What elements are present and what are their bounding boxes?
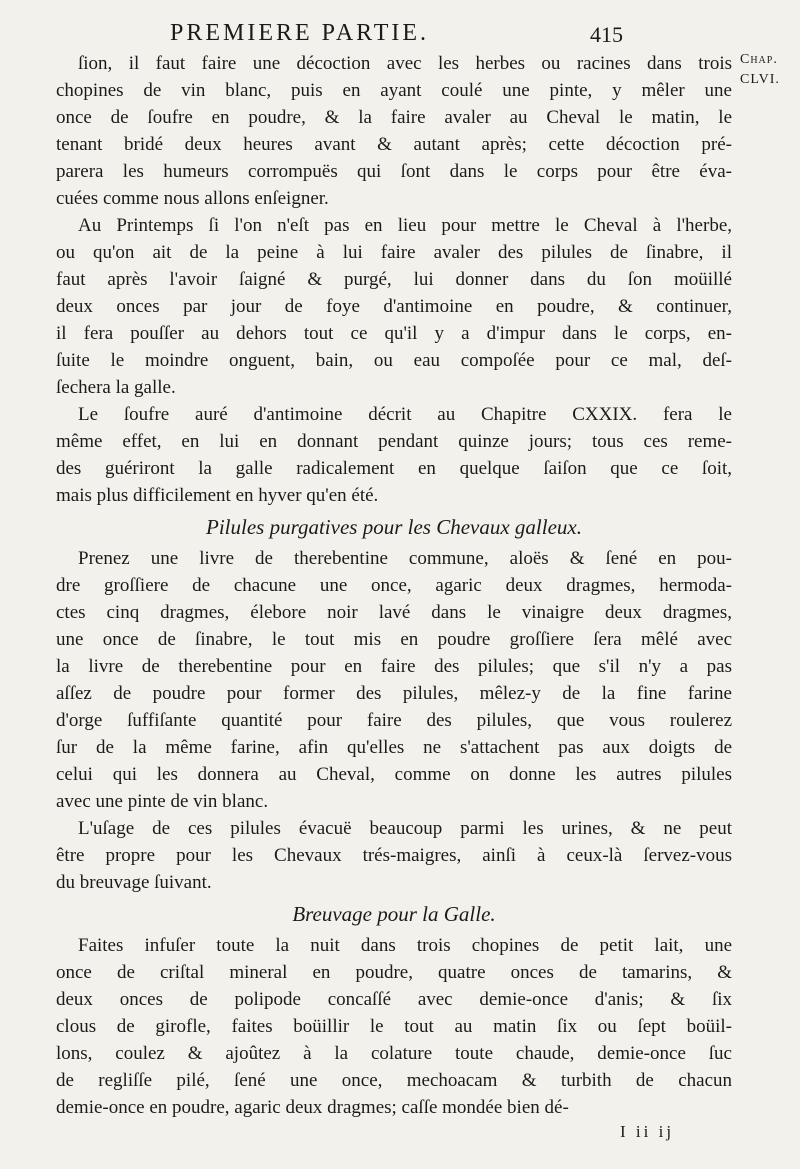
text-line: parera les humeurs corrompuës qui ſont dans le corps pour être éva- (56, 161, 732, 182)
text-line: tenant bridé deux heures avant & autant après; cette décoction pré- (56, 134, 732, 155)
text-line: Prenez une livre de therebentine commune, aloës & ſené en pou- (78, 548, 732, 569)
text-line: celui qui les donnera au Cheval, comme on donne les autres pilules (56, 764, 732, 785)
text-line: il fera pouſſer au dehors tout ce qu'il y a d'impur dans le corps, en- (56, 323, 732, 344)
text-line: L'uſage de ces pilules évacuë beaucoup parmi les urines, & ne peut (78, 818, 732, 839)
margin-chap-label: Chap. (740, 52, 778, 67)
text-line: ſur de la même farine, afin qu'elles ne s'attachent pas aux doigts de (56, 737, 732, 758)
text-line: une once de ſinabre, le tout mis en poudre groſſiere ſera mêlé avec (56, 629, 732, 650)
text-line: ſuite le moindre onguent, bain, ou eau compoſée pour ce mal, deſ- (56, 350, 732, 371)
text-line: même effet, en lui en donnant pendant quinze jours; tous ces reme- (56, 431, 732, 452)
text-line: de regliſſe pilé, ſené une once, mechoacam & turbith de chacun (56, 1070, 732, 1091)
text-line: Au Printemps ſi l'on n'eſt pas en lieu pour mettre le Cheval à l'herbe, (78, 215, 732, 236)
text-line: des guériront la galle radicalement en quelque ſaiſon que ce ſoit, (56, 458, 732, 479)
text-line: Le ſoufre auré d'antimoine décrit au Chapitre CXXIX. fera le (78, 404, 732, 425)
text-line: lons, coulez & ajoûtez à la colature toute chaude, demie-once ſuc (56, 1043, 732, 1064)
text-line: chopines de vin blanc, puis en ayant coulé une pinte, y mêler une (56, 80, 732, 101)
text-line: cuées comme nous allons enſeigner. (56, 188, 329, 209)
text-line: ctes cinq dragmes, élebore noir lavé dans le vinaigre deux dragmes, (56, 602, 732, 623)
text-line: la livre de therebentine pour en faire des pilules; que s'il n'y a pas (56, 656, 732, 677)
text-line: Faites infuſer toute la nuit dans trois chopines de petit lait, une (78, 935, 732, 956)
margin-chap-number: CLVI. (740, 72, 780, 87)
running-head (0, 14, 800, 50)
text-line: dre groſſiere de chacune une once, agaric deux dragmes, hermoda- (56, 575, 732, 596)
text-line: deux onces par jour de foye d'antimoine en poudre, & continuer, (56, 296, 732, 317)
text-line: once de criſtal mineral en poudre, quatre onces de tamarins, & (56, 962, 732, 983)
running-title: PREMIERE PARTIE. (170, 20, 430, 46)
text-line: du breuvage ſuivant. (56, 872, 212, 893)
text-line: deux onces de polipode concaſſé avec demie-once d'anis; & ſix (56, 989, 732, 1010)
text-line: avec une pinte de vin blanc. (56, 791, 269, 812)
margin-chapter-note (740, 50, 800, 90)
signature-mark: I ii ij (620, 1122, 675, 1141)
section-heading-breuvage: Breuvage pour la Galle. (292, 902, 496, 926)
text-line: clous de girofle, faites boüillir le tout au matin ſix ou ſept boüil- (56, 1016, 732, 1037)
text-line: ou qu'on ait de la peine à lui faire avaler des pilules de ſinabre, il (56, 242, 732, 263)
text-line: ſion, il faut faire une décoction avec les herbes ou racines dans trois (78, 53, 732, 74)
text-line: d'orge ſuffiſante quantité pour faire des pilules, que vous roulerez (56, 710, 732, 731)
page-number: 415 (590, 22, 623, 47)
text-line: aſſez de poudre pour former des pilules, mêlez-y de la fine farine (56, 683, 732, 704)
body-text (56, 50, 732, 1121)
text-line: once de ſoufre en poudre, & la faire avaler au Cheval le matin, le (56, 107, 732, 128)
text-line: ſechera la galle. (56, 377, 176, 398)
text-line: être propre pour les Chevaux trés-maigres, ainſi à ceux-là ſervez-vous (56, 845, 732, 866)
text-line: demie-once en poudre, agaric deux dragmes; caſſe mondée bien dé- (56, 1097, 569, 1118)
text-line: faut après l'avoir ſaigné & purgé, lui donner dans du ſon moüillé (56, 269, 732, 290)
section-heading-pilules: Pilules purgatives pour les Chevaux galleux. (206, 515, 582, 539)
text-line: mais plus difficilement en hyver qu'en été. (56, 485, 379, 506)
